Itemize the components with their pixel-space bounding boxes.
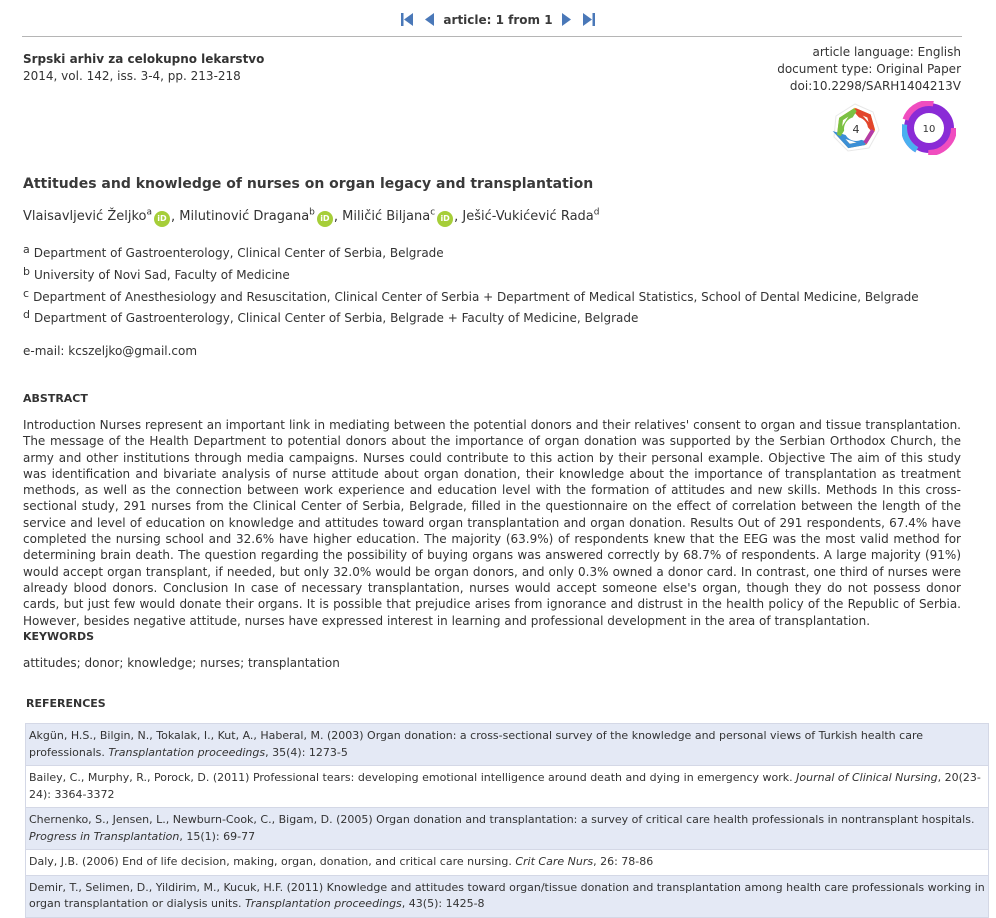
reference-text: Demir, T., Selimen, D., Yildirim, M., Kucuk, H.F. (2011) Knowledge and attitudes toward organ/tissue donation and transplantation among health care professionals working in organ transplantation or dialysis units.: [29, 880, 985, 910]
reference-tail: , 26: 78-86: [593, 855, 654, 868]
orcid-icon[interactable]: iD: [437, 211, 453, 227]
reference-source: Crit Care Nurs: [515, 855, 594, 868]
prev-page-icon[interactable]: [425, 13, 434, 26]
article-language: article language: English: [812, 45, 961, 59]
last-page-icon[interactable]: [583, 13, 595, 26]
affiliation-text: Department of Gastroenterology, Clinical Center of Serbia, Belgrade: [33, 246, 444, 260]
affiliation-text: Department of Anesthesiology and Resuscitation, Clinical Center of Serbia + Department of Medical Statistics, School of Dental Medicine, Belgrade: [33, 290, 919, 304]
author-text: Ješić-Vukićević Rada: [462, 209, 594, 225]
author-name[interactable]: [462, 209, 599, 224]
affiliation-text: Department of Gastroenterology, Clinical Center of Serbia, Belgrade + Faculty of Medicine, Belgrade: [33, 311, 639, 325]
article-doi: doi:10.2298/SARH1404213V: [789, 79, 961, 93]
reference-source: Progress in Transplantation: [29, 829, 180, 843]
reference-source: Transplantation proceedings: [245, 897, 402, 910]
author-text: Vlaisavljević Željko: [23, 209, 147, 225]
reference-tail: , 15(1): 69-77: [179, 829, 256, 843]
author-text: Miličić Biljana: [342, 209, 431, 225]
keywords-list: attitudes; donor; knowledge; nurses; transplantation: [23, 656, 340, 670]
pager-label: article: 1 from 1: [443, 12, 553, 27]
orcid-icon[interactable]: iD: [317, 211, 333, 227]
keywords-heading: KEYWORDS: [23, 630, 95, 643]
reference-text: Akgün, H.S., Bilgin, N., Tokalak, I., Kut, A., Haberal, M. (2003) Organ donation: a cross-sectional survey of the knowledge and personal views of Turkish health care professionals.: [29, 729, 923, 759]
reference-text: Daly, J.B. (2006) End of life decision, making, organ, donation, and critical care nursing.: [29, 855, 516, 868]
references-heading: REFERENCES: [26, 697, 106, 710]
references-list: [25, 723, 989, 918]
dimensions-badge[interactable]: [902, 101, 956, 155]
author-text: Milutinović Dragana: [179, 209, 310, 225]
reference-item[interactable]: [25, 808, 989, 850]
altmetric-score: 4: [852, 123, 860, 136]
next-page-icon[interactable]: [562, 13, 571, 26]
reference-source: Transplantation proceedings: [108, 745, 266, 759]
affiliation-a: [23, 243, 444, 260]
journal-name: Srpski arhiv za celokupno lekarstvo: [23, 52, 265, 66]
reference-item[interactable]: [25, 723, 989, 766]
author-affiliation-mark: b: [309, 208, 315, 218]
article-meta: [777, 44, 961, 95]
abstract-heading: ABSTRACT: [23, 392, 88, 405]
author-affiliation-mark: c: [430, 208, 436, 218]
author-affiliation-mark: a: [146, 208, 152, 218]
author-name[interactable]: [23, 209, 152, 224]
author-list: Vlaisavljević Željko$^a$iD , Milutinović Dragana$^b$iD , Miličić Biljana$^c$iD , Ješić-Vukićević Rada$^d$: [23, 208, 599, 227]
affiliation-b: [23, 265, 290, 282]
author-email[interactable]: e-mail: kcszeljko@gmail.com: [23, 344, 198, 358]
reference-tail: , 43(5): 1425-8: [401, 897, 485, 910]
reference-item[interactable]: [25, 850, 989, 876]
journal-info: [23, 51, 264, 85]
author-name[interactable]: [179, 209, 315, 224]
reference-item[interactable]: [25, 766, 989, 808]
metric-badges: [828, 101, 958, 155]
author-name[interactable]: [342, 209, 435, 224]
article-pager: [0, 12, 996, 27]
document-type: document type: Original Paper: [777, 62, 961, 76]
reference-tail: , 35(4): 1273-5: [265, 745, 348, 759]
journal-issue: 2014, vol. 142, iss. 3-4, pp. 213-218: [23, 69, 241, 83]
reference-source: Journal of Clinical Nursing: [796, 771, 938, 784]
affiliation-c: [23, 287, 919, 304]
reference-text: Chernenko, S., Jensen, L., Newburn-Cook, C., Bigam, D. (2005) Organ donation and transplantation: a survey of critical care health professionals in nontransplant hospitals.: [29, 813, 975, 826]
abstract-text: Introduction Nurses represent an important link in mediating between the potential donors and their relatives' consent to organ and tissue transplantation. The message of the Health Department to potential donors about the importance of organ donation was supported by the Serbian Orthodox Church, the army and other institutions through media campaigns. Nurses could contribute to this action by their personal example. Objective The aim of this study was identification and bivariate analysis of nurse attitude about organ donation, their knowledge about the importance of transplantation as treatment methods, as well as the connection between work experience and education level with the formation of attitudes and new skills. Methods In this cross-sectional study, 291 nurses from the Clinical Center of Serbia, Belgrade, filled in the questionnaire on the effect of correlation between the length of the service and level of education on knowledge and attitudes toward organ transplantation and organ donation. Results Out of 291 respondents, 67.4% have completed the nursing school and 32.6% have higher education. The majority (63.9%) of respondents knew that the EEG was the most valid method for determining brain death. The question regarding the possibility of buying organs was answered correctly by 68.7% of respondents. A large majority (91%) would accept organ transplant, if needed, but only 32.0% would be organ donors, and only 0.3% owned a donor card. In contrast, one third of nurses were already blood donors. Conclusion In case of necessary transplantation, nurses would accept someone else's organ, though they do not possess donor cards, but just few would donate their organs. It is possible that prejudice arises from ignorance and distrust in the health policy of the Republic of Serbia. However, besides negative attitude, nurses have expressed interest in learning and professional development in the area of transplantation.: [23, 418, 961, 628]
affiliation-mark: a: [23, 243, 30, 256]
orcid-icon[interactable]: iD: [154, 211, 170, 227]
first-page-icon[interactable]: [401, 13, 413, 26]
article-title: Attitudes and knowledge of nurses on organ legacy and transplantation: [23, 176, 594, 192]
author-affiliation-mark: d: [593, 208, 600, 218]
affiliation-mark: c: [23, 287, 30, 300]
reference-text: Bailey, C., Murphy, R., Porock, D. (2011) Professional tears: developing emotional intelligence around death and dying in emergency work.: [29, 771, 797, 784]
dimensions-score: 10: [922, 124, 936, 135]
affiliation-text: University of Novi Sad, Faculty of Medicine: [33, 268, 290, 282]
reference-tail: , 20(23-24): 3364-3372: [29, 771, 981, 801]
reference-item[interactable]: [25, 876, 989, 918]
affiliation-d: [23, 308, 638, 325]
header-divider: [22, 36, 962, 37]
affiliation-mark: b: [23, 265, 30, 278]
altmetric-badge[interactable]: [828, 101, 882, 155]
affiliation-mark: d: [23, 308, 30, 321]
